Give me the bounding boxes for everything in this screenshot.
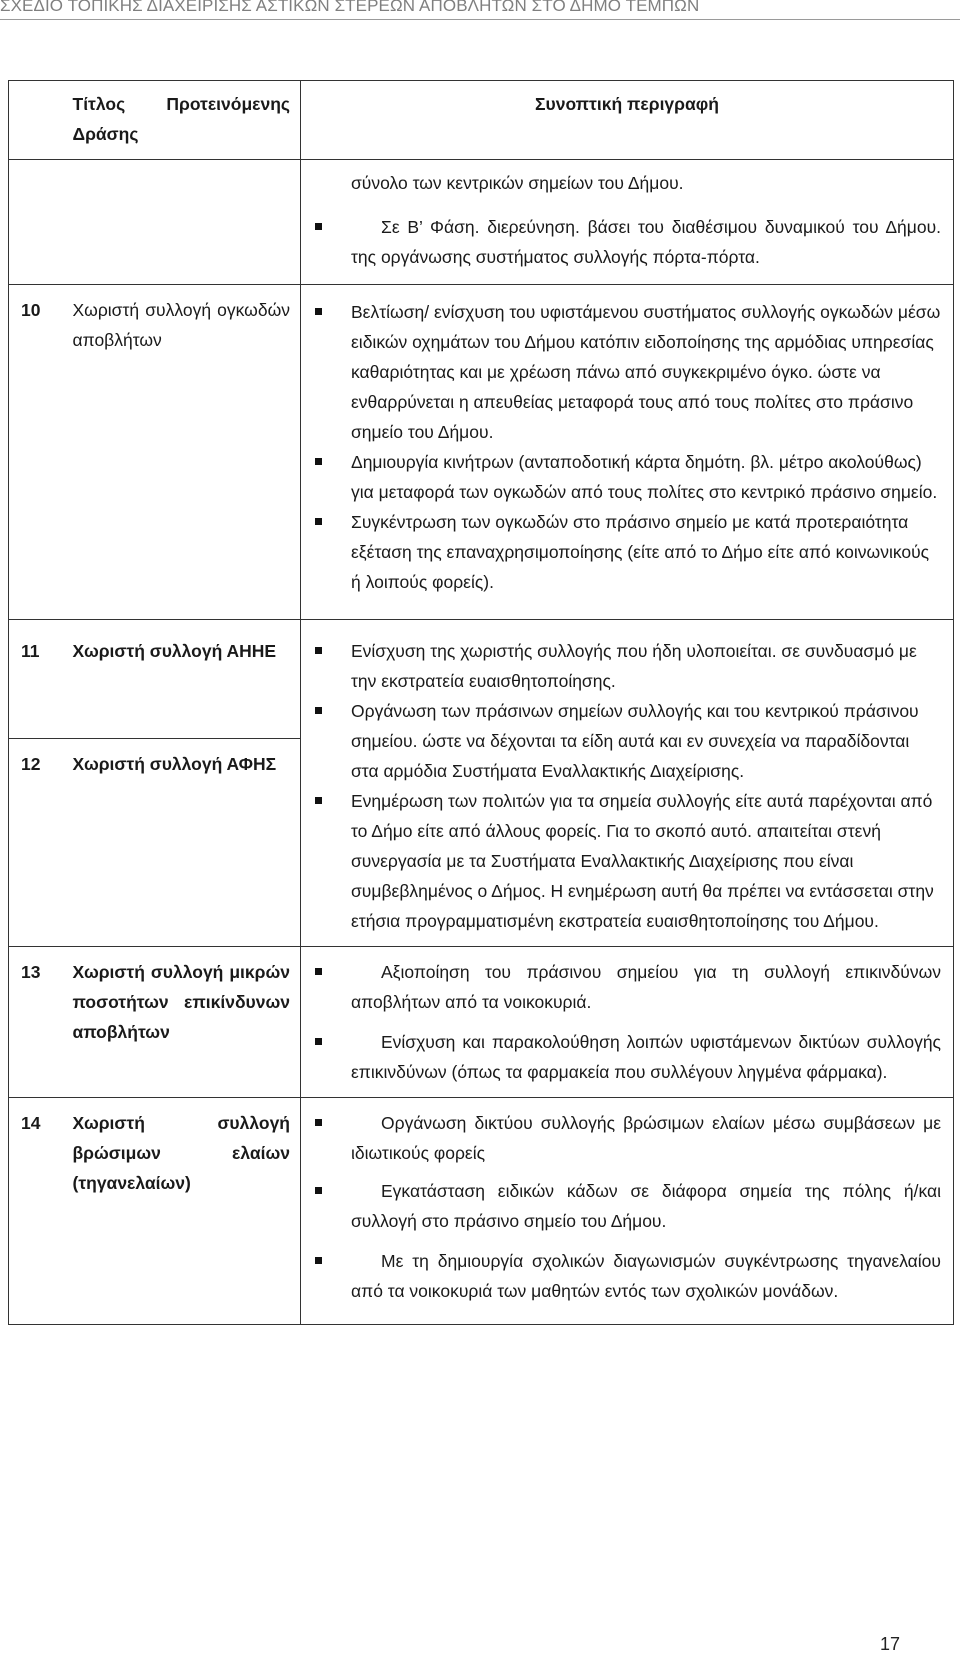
table-row-13 xyxy=(9,947,954,1098)
list-item: Ενημέρωση των πολιτών για τα σημεία συλλογής είτε αυτά παρέχονται από το Δήμο είτε από άλλους φορείς. Για το σκοπό αυτό. απαιτείται στενή συνεργασία με τα Συστήματα Εναλλακτικής Διαχείρισης που είναι συμβεβλημένος ο Δήμος. Η ενημέρωση αυτή θα πρέπει να εντάσσεται στην ετήσια προγραμματισμένη εκστρατεία ευαισθητοποίησης του Δήμου. xyxy=(311,786,941,936)
row-title: Χωριστή συλλογή ΑΦΗΣ xyxy=(72,754,277,774)
header-title-cell xyxy=(63,81,301,160)
continuation-text: σύνολο των κεντρικών σημείων του Δήμου. xyxy=(351,173,684,193)
header-desc-cell xyxy=(301,81,954,160)
list-item: Εγκατάσταση ειδικών κάδων σε διάφορα σημεία της πόλης ή/και συλλογή στο πράσινο σημείο του Δήμου. xyxy=(311,1176,941,1236)
list-item: Σε Β’ Φάση. διερεύνηση. βάσει του διαθέσιμου δυναμικού του Δήμου. της οργάνωσης συστήματος συλλογής πόρτα-πόρτα. xyxy=(311,212,941,272)
header-divider xyxy=(0,19,960,20)
actions-table xyxy=(8,80,954,1325)
continuation-desc-cell xyxy=(301,160,954,285)
row-number: 14 xyxy=(21,1113,41,1133)
list-item: Οργάνωση δικτύου συλλογής βρώσιμων ελαίων μέσω συμβάσεων με ιδιωτικούς φορείς xyxy=(311,1108,941,1168)
table-header-row xyxy=(9,81,954,160)
row-title: Χωριστή συλλογή μικρών ποσοτήτων επικίνδυνων αποβλήτων xyxy=(72,962,290,1042)
row-number: 13 xyxy=(21,962,41,982)
list-item: Συγκέντρωση των ογκωδών στο πράσινο σημείο με κατά προτεραιότητα εξέταση της επαναχρησιμοποίησης (είτε από το Δήμο είτε από κοινωνικούς ή λοιπούς φορείς). xyxy=(311,507,941,597)
table-row-11 xyxy=(9,620,954,739)
document-header-title: ΣΧΕΔΙΟ ΤΟΠΙΚΗΣ ΔΙΑΧΕΙΡΙΣΗΣ ΑΣΤΙΚΩΝ ΣΤΕΡΕΩΝ ΑΠΟΒΛΗΤΩΝ ΣΤΟ ΔΗΜΟ ΤΕΜΠΩΝ xyxy=(0,0,700,15)
table-row-continuation xyxy=(9,160,954,285)
list-item: Δημιουργία κινήτρων (ανταποδοτική κάρτα δημότη. βλ. μέτρο ακολούθως) για μεταφορά των ογκωδών από τους πολίτες στο κεντρικό πράσινο σημείο. xyxy=(311,447,941,507)
row-number: 12 xyxy=(21,754,41,774)
header-num-cell xyxy=(9,81,63,160)
list-item: Αξιοποίηση του πράσινου σημείου για τη συλλογή επικινδύνων αποβλήτων από τα νοικοκυριά. xyxy=(311,957,941,1017)
header-title-label: Τίτλος Προτεινόμενης Δράσης xyxy=(72,94,290,144)
row-title: Χωριστή συλλογή ΑΗΗΕ xyxy=(72,641,277,661)
table-row-14 xyxy=(9,1098,954,1325)
list-item: Ενίσχυση και παρακολούθηση λοιπών υφιστάμενων δικτύων συλλογής επικινδύνων (όπως τα φαρμακεία που συλλέγουν ληγμένα φάρμακα). xyxy=(311,1027,941,1087)
table-row-10 xyxy=(9,285,954,620)
row-number: 10 xyxy=(21,300,41,320)
group-11-12-desc-cell xyxy=(301,620,954,947)
page-number: 17 xyxy=(879,1634,900,1654)
list-item: Ενίσχυση της χωριστής συλλογής που ήδη υλοποιείται. σε συνδυασμό με την εκστρατεία ευαισθητοποίησης. xyxy=(311,636,941,696)
header-desc-label: Συνοπτική περιγραφή xyxy=(535,94,719,114)
row-number: 11 xyxy=(21,641,40,661)
list-item: Με τη δημιουργία σχολικών διαγωνισμών συγκέντρωσης τηγανελαίου από τα νοικοκυριά των μαθητών εντός των σχολικών μονάδων. xyxy=(311,1246,941,1306)
row-title: Χωριστή συλλογή ογκωδών αποβλήτων xyxy=(72,300,290,350)
list-item: Οργάνωση των πράσινων σημείων συλλογής και του κεντρικού πράσινου σημείου. ώστε να δέχονται τα είδη αυτά και εν συνεχεία να παραδίδονται στα αρμόδια Συστήματα Εναλλακτικής Διαχείρισης. xyxy=(311,696,941,786)
list-item: Βελτίωση/ ενίσχυση του υφιστάμενου συστήματος συλλογής ογκωδών μέσω ειδικών οχημάτων του Δήμου κατόπιν ειδοποίησης της αρμόδιας υπηρεσίας καθαριότητας και με χρέωση πάνω από συγκεκριμένο όγκο. ώστε να ενθαρρύνεται η απευθείας μεταφορά τους από τους πολίτες στο πράσινο σημείο του Δήμου. xyxy=(311,297,941,447)
row-title: Χωριστή συλλογή βρώσιμων ελαίων (τηγανελαίων) xyxy=(72,1113,290,1193)
